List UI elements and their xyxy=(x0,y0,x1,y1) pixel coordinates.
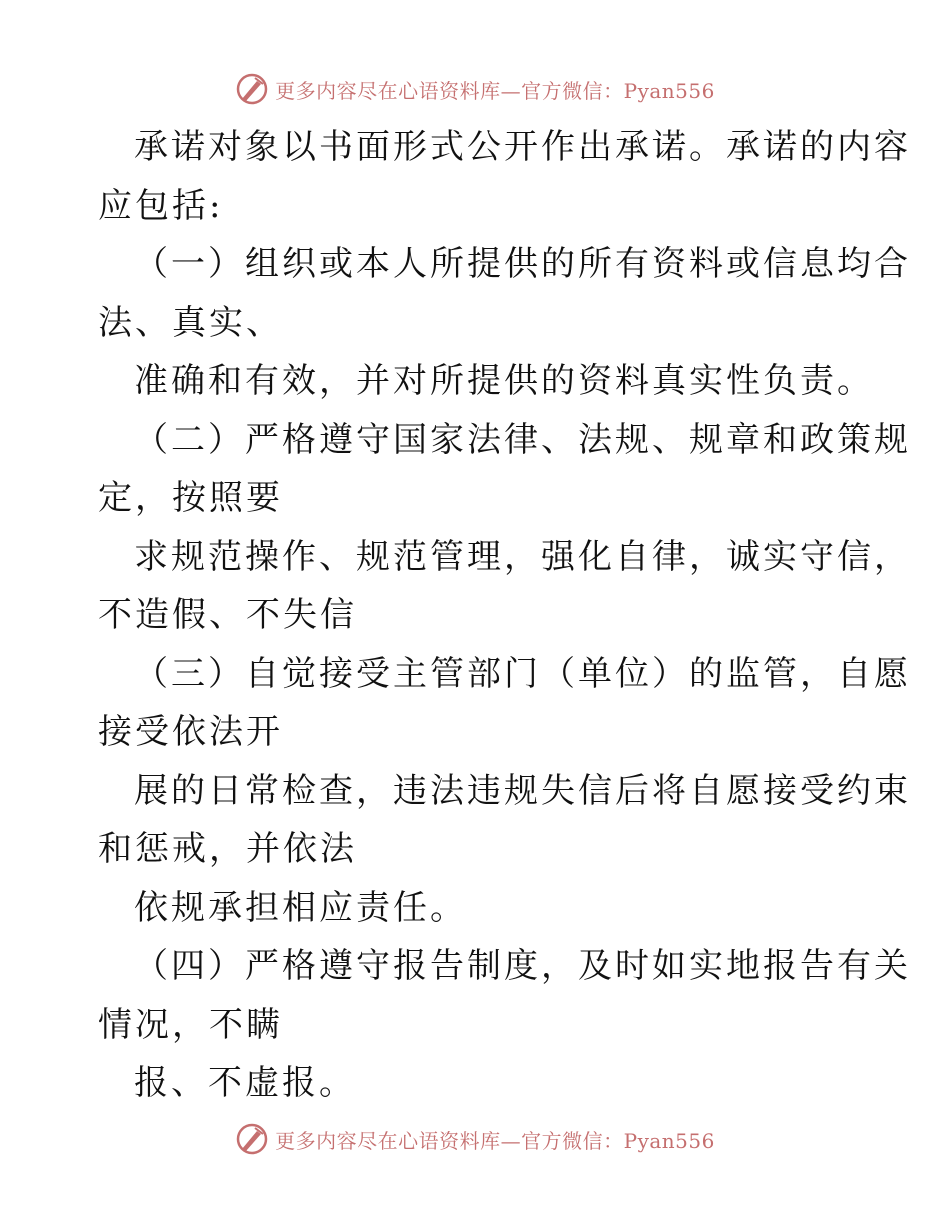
text-line: 展的日常检查，违法违规失信后将自愿接受约束 xyxy=(134,770,911,811)
text-line: 不造假、不失信 xyxy=(98,595,357,635)
text-line: （三）自觉接受主管部门（单位）的监管，自愿 xyxy=(134,653,911,694)
footer-banner-text: 更多内容尽在心语资料库—官方微信：Pyan556 xyxy=(275,1128,715,1153)
text-line: （四）严格遵守报告制度，及时如实地报告有关 xyxy=(134,946,911,986)
text-line: 承诺对象以书面形式公开作出承诺。承诺的内容 xyxy=(134,127,911,167)
pen-logo-icon xyxy=(235,1122,269,1156)
text-line: 法、真实、 xyxy=(98,302,283,343)
text-line: 情况，不瞒 xyxy=(98,1004,283,1045)
text-line: 准确和有效，并对所提供的资料真实性负责。 xyxy=(134,361,874,401)
footer-banner xyxy=(0,1122,950,1156)
text-line: 依规承担相应责任。 xyxy=(134,887,467,928)
text-line: 定，按照要 xyxy=(98,478,283,518)
text-line: （一）组织或本人所提供的所有资料或信息均合 xyxy=(134,244,911,284)
header-banner xyxy=(0,72,950,106)
document-body xyxy=(98,118,911,1113)
text-line: 求规范操作、规范管理，强化自律，诚实守信， xyxy=(134,536,911,577)
text-line: 报、不虚报。 xyxy=(134,1063,356,1103)
text-line: 和惩戒，并依法 xyxy=(98,829,357,869)
header-banner-text: 更多内容尽在心语资料库—官方微信：Pyan556 xyxy=(275,78,715,103)
text-line: 应包括: xyxy=(98,185,224,226)
text-line: 接受依法开 xyxy=(98,712,283,752)
text-line: （二）严格遵守国家法律、法规、规章和政策规 xyxy=(134,419,911,460)
pen-logo-icon xyxy=(235,72,269,106)
